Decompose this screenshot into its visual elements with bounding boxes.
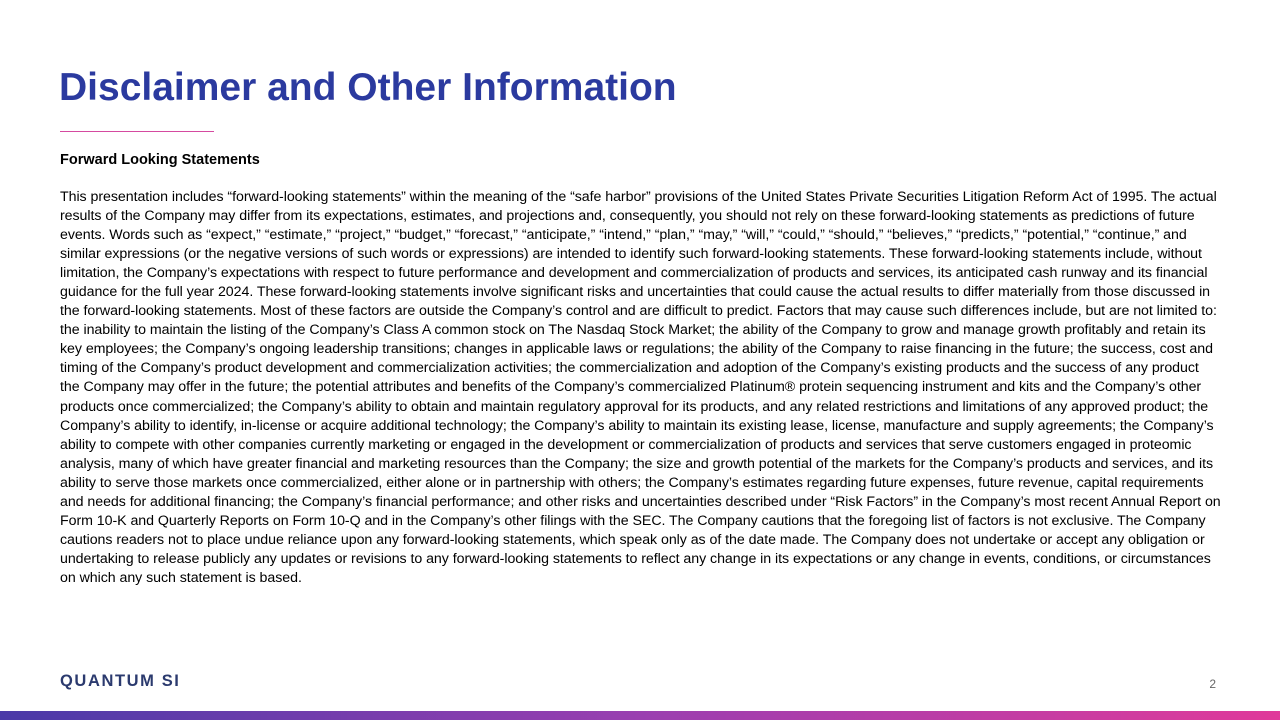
company-logo	[60, 671, 181, 691]
logo-wordmark: QUANTUM SI	[60, 671, 181, 690]
page-number: 2	[1209, 677, 1216, 691]
title-underline-divider	[60, 131, 214, 132]
page-title: Disclaimer and Other Information	[59, 66, 677, 109]
bottom-gradient-bar	[0, 711, 1280, 720]
disclaimer-body-text: This presentation includes “forward-looking statements” within the meaning of the “safe harbor” provisions of the United States Private Securities Litigation Reform Act of 1995. The actual results of the Company may differ from its expectations, estimates, and projections and, consequently, you should not rely on these forward-looking statements as predictions of future events. Words such as “expect,” “estimate,” “project,” “budget,” “forecast,” “anticipate,” “intend,” “plan,” “may,” “will,” “could,” “should,” “believes,” “predicts,” “potential,” “continue,” and similar expressions (or the negative versions of such words or expressions) are intended to identify such forward-looking statements. These forward-looking statements include, without limitation, the Company’s expectations with respect to future performance and development and commercialization of products and services, its anticipated cash runway and its financial guidance for the full year 2024. These forward-looking statements involve significant risks and uncertainties that could cause the actual results to differ materially from those discussed in the forward-looking statements. Most of these factors are outside the Company’s control and are difficult to predict. Factors that may cause such differences include, but are not limited to: the inability to maintain the listing of the Company’s Class A common stock on The Nasdaq Stock Market; the ability of the Company to grow and manage growth profitably and retain its key employees; the Company’s ongoing leadership transitions; changes in applicable laws or regulations; the ability of the Company to raise financing in the future; the success, cost and timing of the Company’s product development and commercialization activities; the commercialization and adoption of the Company’s existing products and the success of any product the Company may offer in the future; the potential attributes and benefits of the Company’s commercialized Platinum® protein sequencing instrument and kits and the Company’s other products once commercialized; the Company’s ability to obtain and maintain regulatory approval for its products, and any related restrictions and limitations of any approved product; the Company’s ability to identify, in-license or acquire additional technology; the Company’s ability to maintain its existing lease, license, manufacture and supply agreements; the Company’s ability to compete with other companies currently marketing or engaged in the development or commercialization of products and services that serve customers engaged in proteomic analysis, many of which have greater financial and marketing resources than the Company; the size and growth potential of the markets for the Company’s products and services, and its ability to serve those markets once commercialized, either alone or in partnership with others; the Company’s estimates regarding future expenses, future revenue, capital requirements and needs for additional financing; the Company’s financial performance; and other risks and uncertainties described under “Risk Factors” in the Company’s most recent Annual Report on Form 10-K and Quarterly Reports on Form 10-Q and in the Company’s other filings with the SEC. The Company cautions that the foregoing list of factors is not exclusive. The Company cautions readers not to place undue reliance upon any forward-looking statements, which speak only as of the date made. The Company does not undertake or accept any obligation or undertaking to release publicly any updates or revisions to any forward-looking statements to reflect any change in its expectations or any change in events, conditions, or circumstances on which any such statement is based.	[60, 189, 1221, 586]
section-heading: Forward Looking Statements	[60, 152, 260, 168]
